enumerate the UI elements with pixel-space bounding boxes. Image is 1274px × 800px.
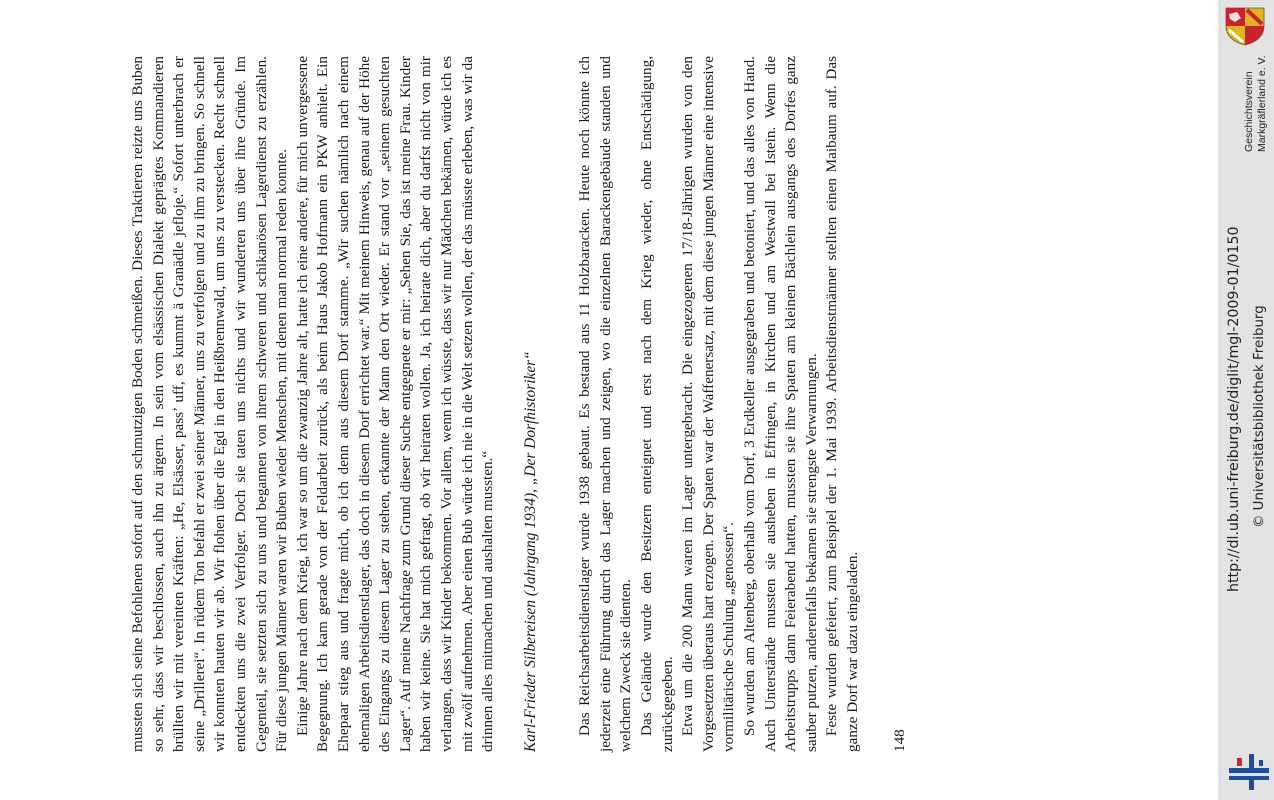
copyright-notice: © Universitätsbibliothek Freiburg — [1252, 305, 1267, 528]
paragraph-1: mussten sich seine Befohlenen sofort auf den schmutzigen Boden schmeißen. Dieses Traktieren reizte uns Buben so sehr, dass wir beschlossen, auch ihn zu ärgern. In sein vom elsässischen Dialekt geprägtes Kommandieren brüllten wir mit vereinten Kräften: „He, Elsässer, pass’ uff, es kummt ä Granädle jefloje.“ Sofort unterbrach er seine „Drillerei“. In rüdem Ton befahl er zwei seiner Männer, uns zu verfolgen und zu ihm zu bringen. So schnell wir konnten hauten wir ab. Wir flohen über die Egd in den Heißbrennwald, um uns zu verstecken. Recht schnell entdeckten uns die zwei Verfolger. Doch sie taten uns nichts und wir wunderten uns über ihre Gründe. Im Gegenteil, sie setzten sich zu uns und begannen von ihrem schweren und schikanösen Lagerdienst zu erzählen. Für diese jungen Männer waren wir Buben wieder Menschen, mit denen man normal reden konnte. — [129, 56, 291, 752]
org-name-line-1: Geschichtsverein — [1243, 71, 1255, 152]
org-name-line-2: Markgräflerland e. V. — [1255, 55, 1268, 152]
ub-freiburg-logo-icon — [1227, 750, 1271, 792]
org-name — [1243, 12, 1268, 152]
section-heading: Karl-Frieder Silbereisen (Jahrgang 1934), „Der Dorfhistoriker“ — [521, 351, 539, 752]
paragraph-4: Das Gelände wurde den Besitzern enteignet und erst nach dem Krieg wieder, ohne Entschädigung, zurückgegeben. — [638, 56, 676, 752]
paragraph-7: Feste wurden gefeiert, zum Beispiel der 1. Mai 1939. Arbeitsdienstmänner stellten einen Maibaum auf. Das ganze Dorf war dazu eingeladen. — [823, 56, 861, 752]
paragraph-6: So wurden am Altenberg, oberhalb vom Dorf, 3 Erdkeller ausgegraben und betoniert, und das alles von Hand. Auch Unterstände mussten sie ausheben in Efringen, in Kirchen und am Westwall bei Istein. Wenn die Arbeitstrupps dann Feierabend hatten, mussten sie ihre Spaten am kleinen Bächlein ausgangs des Dorfes ganz sauber putzen, anderenfalls bekamen sie strengste Verwarnungen. — [741, 56, 820, 752]
paragraph-3: Das Reichsarbeitsdienstlager wurde 1938 gebaut. Es bestand aus 11 Holzbaracken. Heute noch könnte ich jederzeit eine Führung durch das Lager machen und zeigen, wo die einzelnen Barackengebäude standen und welchem Zweck sie dienten. — [576, 56, 635, 752]
page-number: 148 — [890, 729, 908, 752]
permalink-url[interactable]: http://dl.ub.uni-freiburg.de/diglit/mgl-2009-01/0150 — [1226, 226, 1242, 592]
paragraph-2: Einige Jahre nach dem Krieg, ich war so um die zwanzig Jahre alt, hatte ich eine andere, für mich unvergessene Begegnung. Ich kam gerade von der Feldarbeit zurück, als beim Haus Jakob Hofmann ein PKW anhielt. Ein Ehepaar stieg aus und fragte mich, ob ich denn aus diesem Dorf stamme. „Wir suchen nämlich nach einem ehemaligen Arbeitsdienstlager, das doch in diesem Dorf errichtet war.“ Mit meinem Hinweis, genau auf der Höhe des Eingangs zu diesem Lager zu stehen, erkannte der Mann den Ort wieder. Er stand vor „seinem gesuchten Lager“. Auf meine Nachfrage zum Grund dieser Suche entgegnete er mir: „Sehen Sie, das ist meine Frau. Kinder haben wir keine. Sie hat mich gefragt, ob wir heiraten wollen. Ja, ich heirate dich, aber du darfst nicht von mir verlangen, dass wir Kinder bekommen. Vor allem, wenn ich wüsste, dass wir nur Mädchen bekämen, würde ich es mit zwölf aufnehmen. Aber einen Bub würde ich nie in die Welt setzen wollen, der das müsste erleben, was wir da drinnen alles mitmachen und aushalten mussten.“ — [293, 56, 497, 752]
paragraph-5: Etwa um die 200 Mann waren im Lager untergebracht. Die eingezogenen 17/18-Jährigen wurden von den Vorgesetzten überaus hart erzogen. Der Spaten war der Waffenersatz, mit dem diese jungen Männer eine intensive vormilitärische Schulung „genossen“. — [679, 56, 738, 752]
page-body-text — [128, 56, 1088, 752]
